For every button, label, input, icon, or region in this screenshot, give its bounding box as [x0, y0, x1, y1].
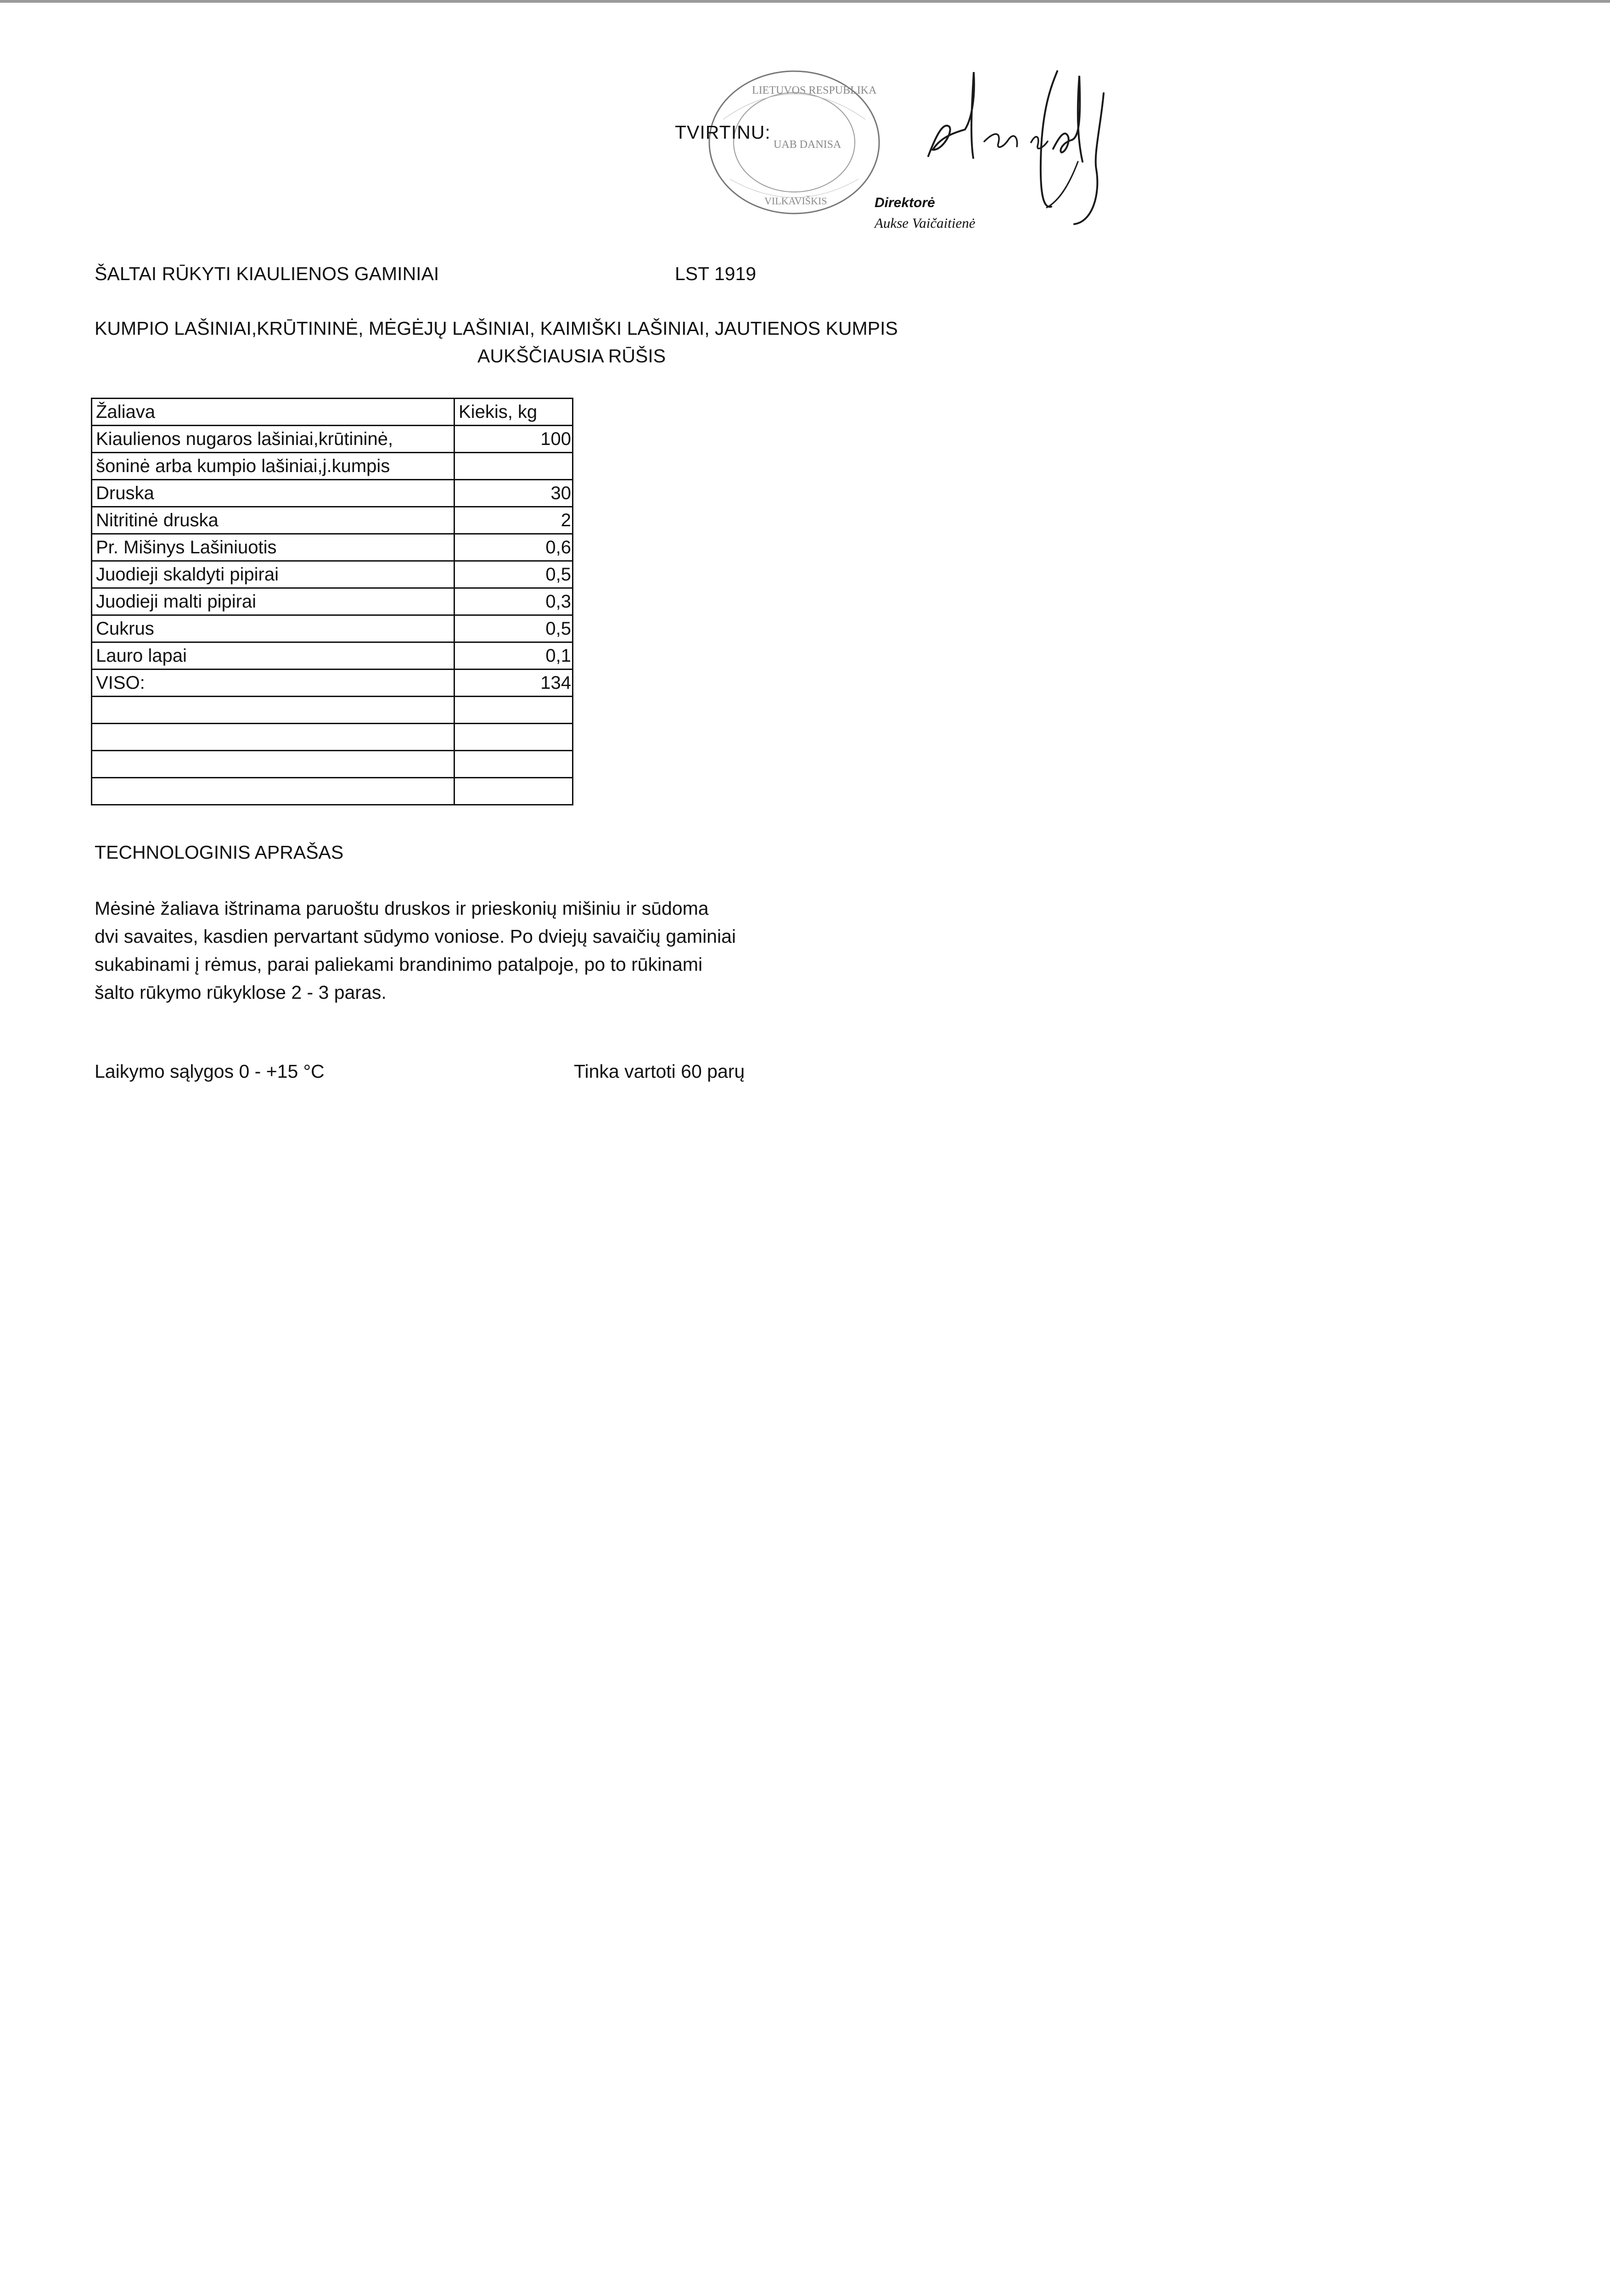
recipe-empty-cell — [92, 697, 454, 724]
recipe-row — [92, 453, 573, 480]
product-names: KUMPIO LAŠINIAI,KRŪTININĖ, MĖGĖJŲ LAŠINIAI, KAIMIŠKI LAŠINIAI, JAUTIENOS KUMPIS — [95, 318, 898, 339]
stamp-middle-text: UAB DANISA — [774, 139, 841, 151]
director-name: Aukse Vaičaitienė — [875, 215, 976, 231]
recipe-material-cell: Nitritinė druska — [92, 507, 454, 534]
recipe-empty-row — [92, 697, 573, 724]
technology-description: Mėsinė žaliava ištrinama paruoštu druskos ir prieskonių mišiniu ir sūdoma dvi savaites, kasdien pervartant sūdymo voniose. Po dviejų savaičių gaminiai sukabinami į rėmus, parai paliekami brandinimo patalpoje, po to rūkinami šalto rūkymo rūkyklose 2 - 3 paras. — [95, 898, 736, 1003]
recipe-row — [92, 615, 573, 642]
recipe-empty-cell — [92, 724, 454, 751]
recipe-row — [92, 507, 573, 534]
recipe-quantity-cell: 0,1 — [454, 642, 573, 670]
recipe-quantity-cell: 30 — [454, 480, 573, 507]
recipe-empty-row — [92, 751, 573, 778]
recipe-quantity-cell — [454, 453, 573, 480]
recipe-quantity-cell: 100 — [454, 426, 573, 453]
recipe-quantity-cell: 0,5 — [454, 561, 573, 588]
recipe-row — [92, 480, 573, 507]
recipe-total-row — [92, 670, 573, 697]
recipe-quantity-cell: 0,6 — [454, 534, 573, 561]
stamp-top-text: LIETUVOS RESPUBLIKA — [752, 84, 877, 96]
recipe-material-cell: Juodieji skaldyti pipirai — [92, 561, 454, 588]
recipe-material-cell: Kiaulienos nugaros lašiniai,krūtininė, — [92, 426, 454, 453]
recipe-empty-cell — [92, 778, 454, 805]
technology-section-title: TECHNOLOGINIS APRAŠAS — [95, 842, 344, 863]
recipe-material-cell: šoninė arba kumpio lašiniai,j.kumpis — [92, 453, 454, 480]
stamp-bottom-text: VILKAVIŠKIS — [764, 195, 827, 207]
material-column-header: Žaliava — [92, 399, 454, 426]
recipe-header-row — [92, 399, 573, 426]
recipe-row — [92, 642, 573, 670]
recipe-quantity-cell: 0,5 — [454, 615, 573, 642]
recipe-empty-cell — [454, 724, 573, 751]
recipe-material-cell: Juodieji malti pipirai — [92, 588, 454, 615]
shelf-life: Tinka vartoti 60 parų — [574, 1061, 745, 1082]
recipe-quantity-cell: 2 — [454, 507, 573, 534]
recipe-material-cell: Lauro lapai — [92, 642, 454, 670]
recipe-row — [92, 588, 573, 615]
recipe-empty-cell — [454, 697, 573, 724]
storage-conditions: Laikymo sąlygos 0 - +15 °C — [95, 1061, 325, 1082]
recipe-row — [92, 426, 573, 453]
recipe-total-value: 134 — [454, 670, 573, 697]
grade-title: AUKŠČIAUSIA RŪŠIS — [477, 345, 666, 366]
approval-label: TVIRTINU: — [675, 122, 771, 143]
recipe-total-label: VISO: — [92, 670, 454, 697]
recipe-row — [92, 534, 573, 561]
recipe-empty-cell — [454, 778, 573, 805]
standard-code: LST 1919 — [675, 263, 757, 284]
recipe-empty-row — [92, 724, 573, 751]
quantity-column-header: Kiekis, kg — [454, 399, 573, 426]
recipe-quantity-cell: 0,3 — [454, 588, 573, 615]
recipe-empty-row — [92, 778, 573, 805]
recipe-material-cell: Pr. Mišinys Lašiniuotis — [92, 534, 454, 561]
recipe-table — [91, 398, 573, 805]
scan-top-edge — [0, 0, 1610, 3]
recipe-row — [92, 561, 573, 588]
recipe-material-cell: Cukrus — [92, 615, 454, 642]
product-category-title: ŠALTAI RŪKYTI KIAULIENOS GAMINIAI — [95, 263, 439, 284]
recipe-material-cell: Druska — [92, 480, 454, 507]
director-title: Direktorė — [875, 195, 935, 210]
recipe-empty-cell — [454, 751, 573, 778]
recipe-empty-cell — [92, 751, 454, 778]
